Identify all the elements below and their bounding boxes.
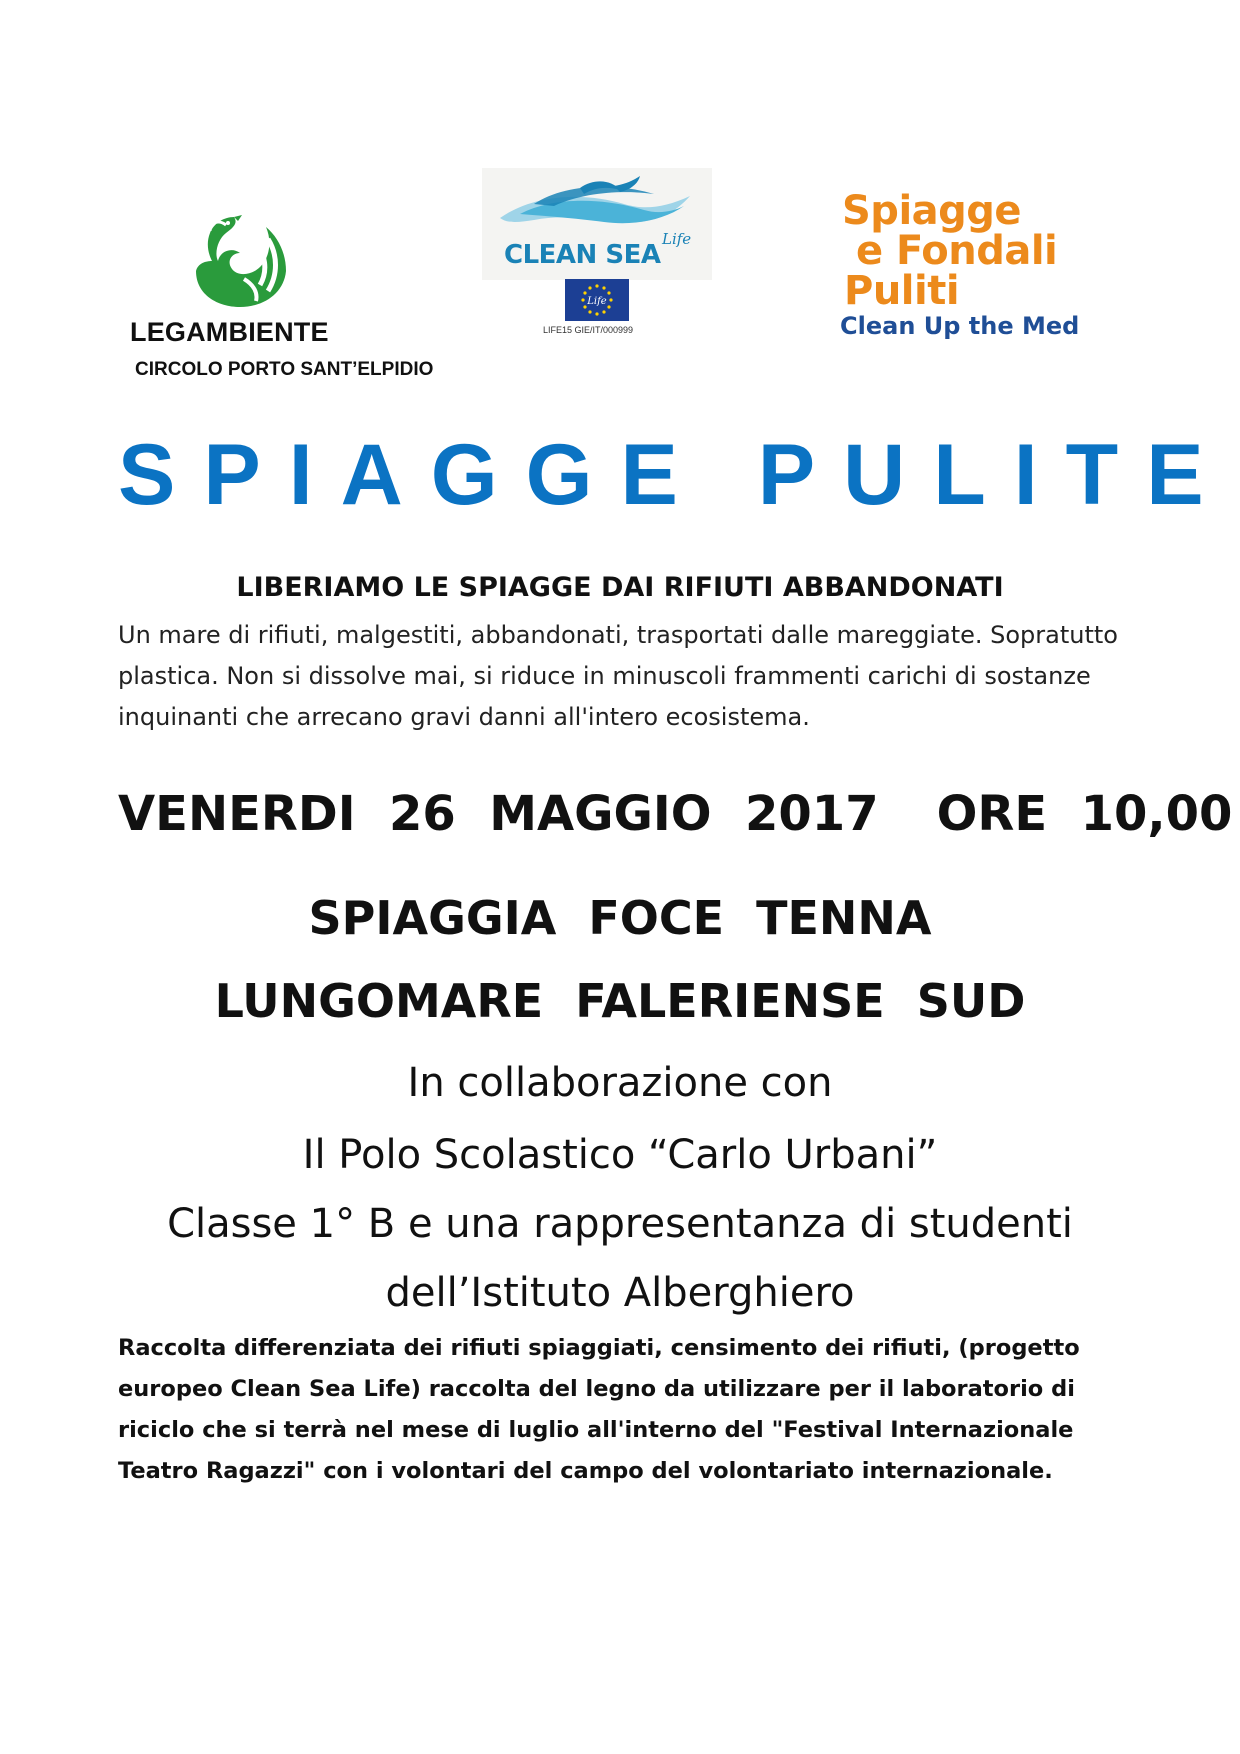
green-swan-icon — [188, 213, 292, 309]
spiagge-logo-line-2: e Fondali — [856, 228, 1058, 274]
legambiente-name: LEGAMBIENTE — [130, 317, 329, 347]
subtitle: LIBERIAMO LE SPIAGGE DAI RIFIUTI ABBANDONATI — [236, 572, 1004, 603]
collaboration-line: In collaborazione con — [407, 1060, 833, 1106]
collaboration-line: Il Polo Scolastico “Carlo Urbani” — [302, 1132, 938, 1178]
spiagge-logo-line-3: Puliti — [844, 268, 960, 314]
clean-up-the-med-tagline: Clean Up the Med — [840, 312, 1080, 340]
eu-badge-text: Life — [587, 296, 607, 307]
spiagge-fondali-puliti-logo — [838, 188, 1118, 348]
eu-life-flag-icon — [565, 279, 629, 321]
intro-paragraph: Un mare di rifiuti, malgestiti, abbandonati, trasportati dalle mareggiate. Sopratutto plastica. Non si dissolve mai, si riduce in minuscoli frammenti carichi di sostanze inquinanti che arrecano gravi danni all'intero ecosistema. — [118, 621, 1118, 731]
clean-sea-life-logo — [482, 168, 712, 280]
event-time: ORE 10,00 — [936, 786, 1233, 842]
legambiente-circle-name: CIRCOLO PORTO SANT’ELPIDIO — [135, 359, 434, 380]
clean-sea-life-suffix: Life — [662, 230, 692, 248]
collaboration-line: dell’Istituto Alberghiero — [385, 1270, 855, 1316]
event-date-time — [118, 786, 1233, 842]
legambiente-logo — [126, 205, 336, 355]
collaboration-line: Classe 1° B e una rappresentanza di studenti — [167, 1201, 1073, 1247]
event-location-beach: SPIAGGIA FOCE TENNA — [308, 891, 932, 945]
activity-details: Raccolta differenziata dei rifiuti spiaggiati, censimento dei rifiuti, (progetto europeo Clean Sea Life) raccolta del legno da utilizzare per il laboratorio di riciclo che si terrà nel mese di luglio all'interno del "Festival Internazionale Teatro Ragazzi" con i volontari del campo del volontariato internazionale. — [118, 1335, 1080, 1484]
life-project-code: LIFE15 GIE/IT/000999 — [543, 325, 634, 335]
event-date: VENERDI 26 MAGGIO 2017 — [118, 786, 879, 842]
spiagge-logo-line-1: Spiagge — [842, 188, 1022, 234]
main-title: SPIAGGE PULITE — [118, 427, 1232, 523]
event-location-street: LUNGOMARE FALERIENSE SUD — [214, 974, 1026, 1028]
clean-sea-name: CLEAN SEA — [504, 240, 661, 270]
